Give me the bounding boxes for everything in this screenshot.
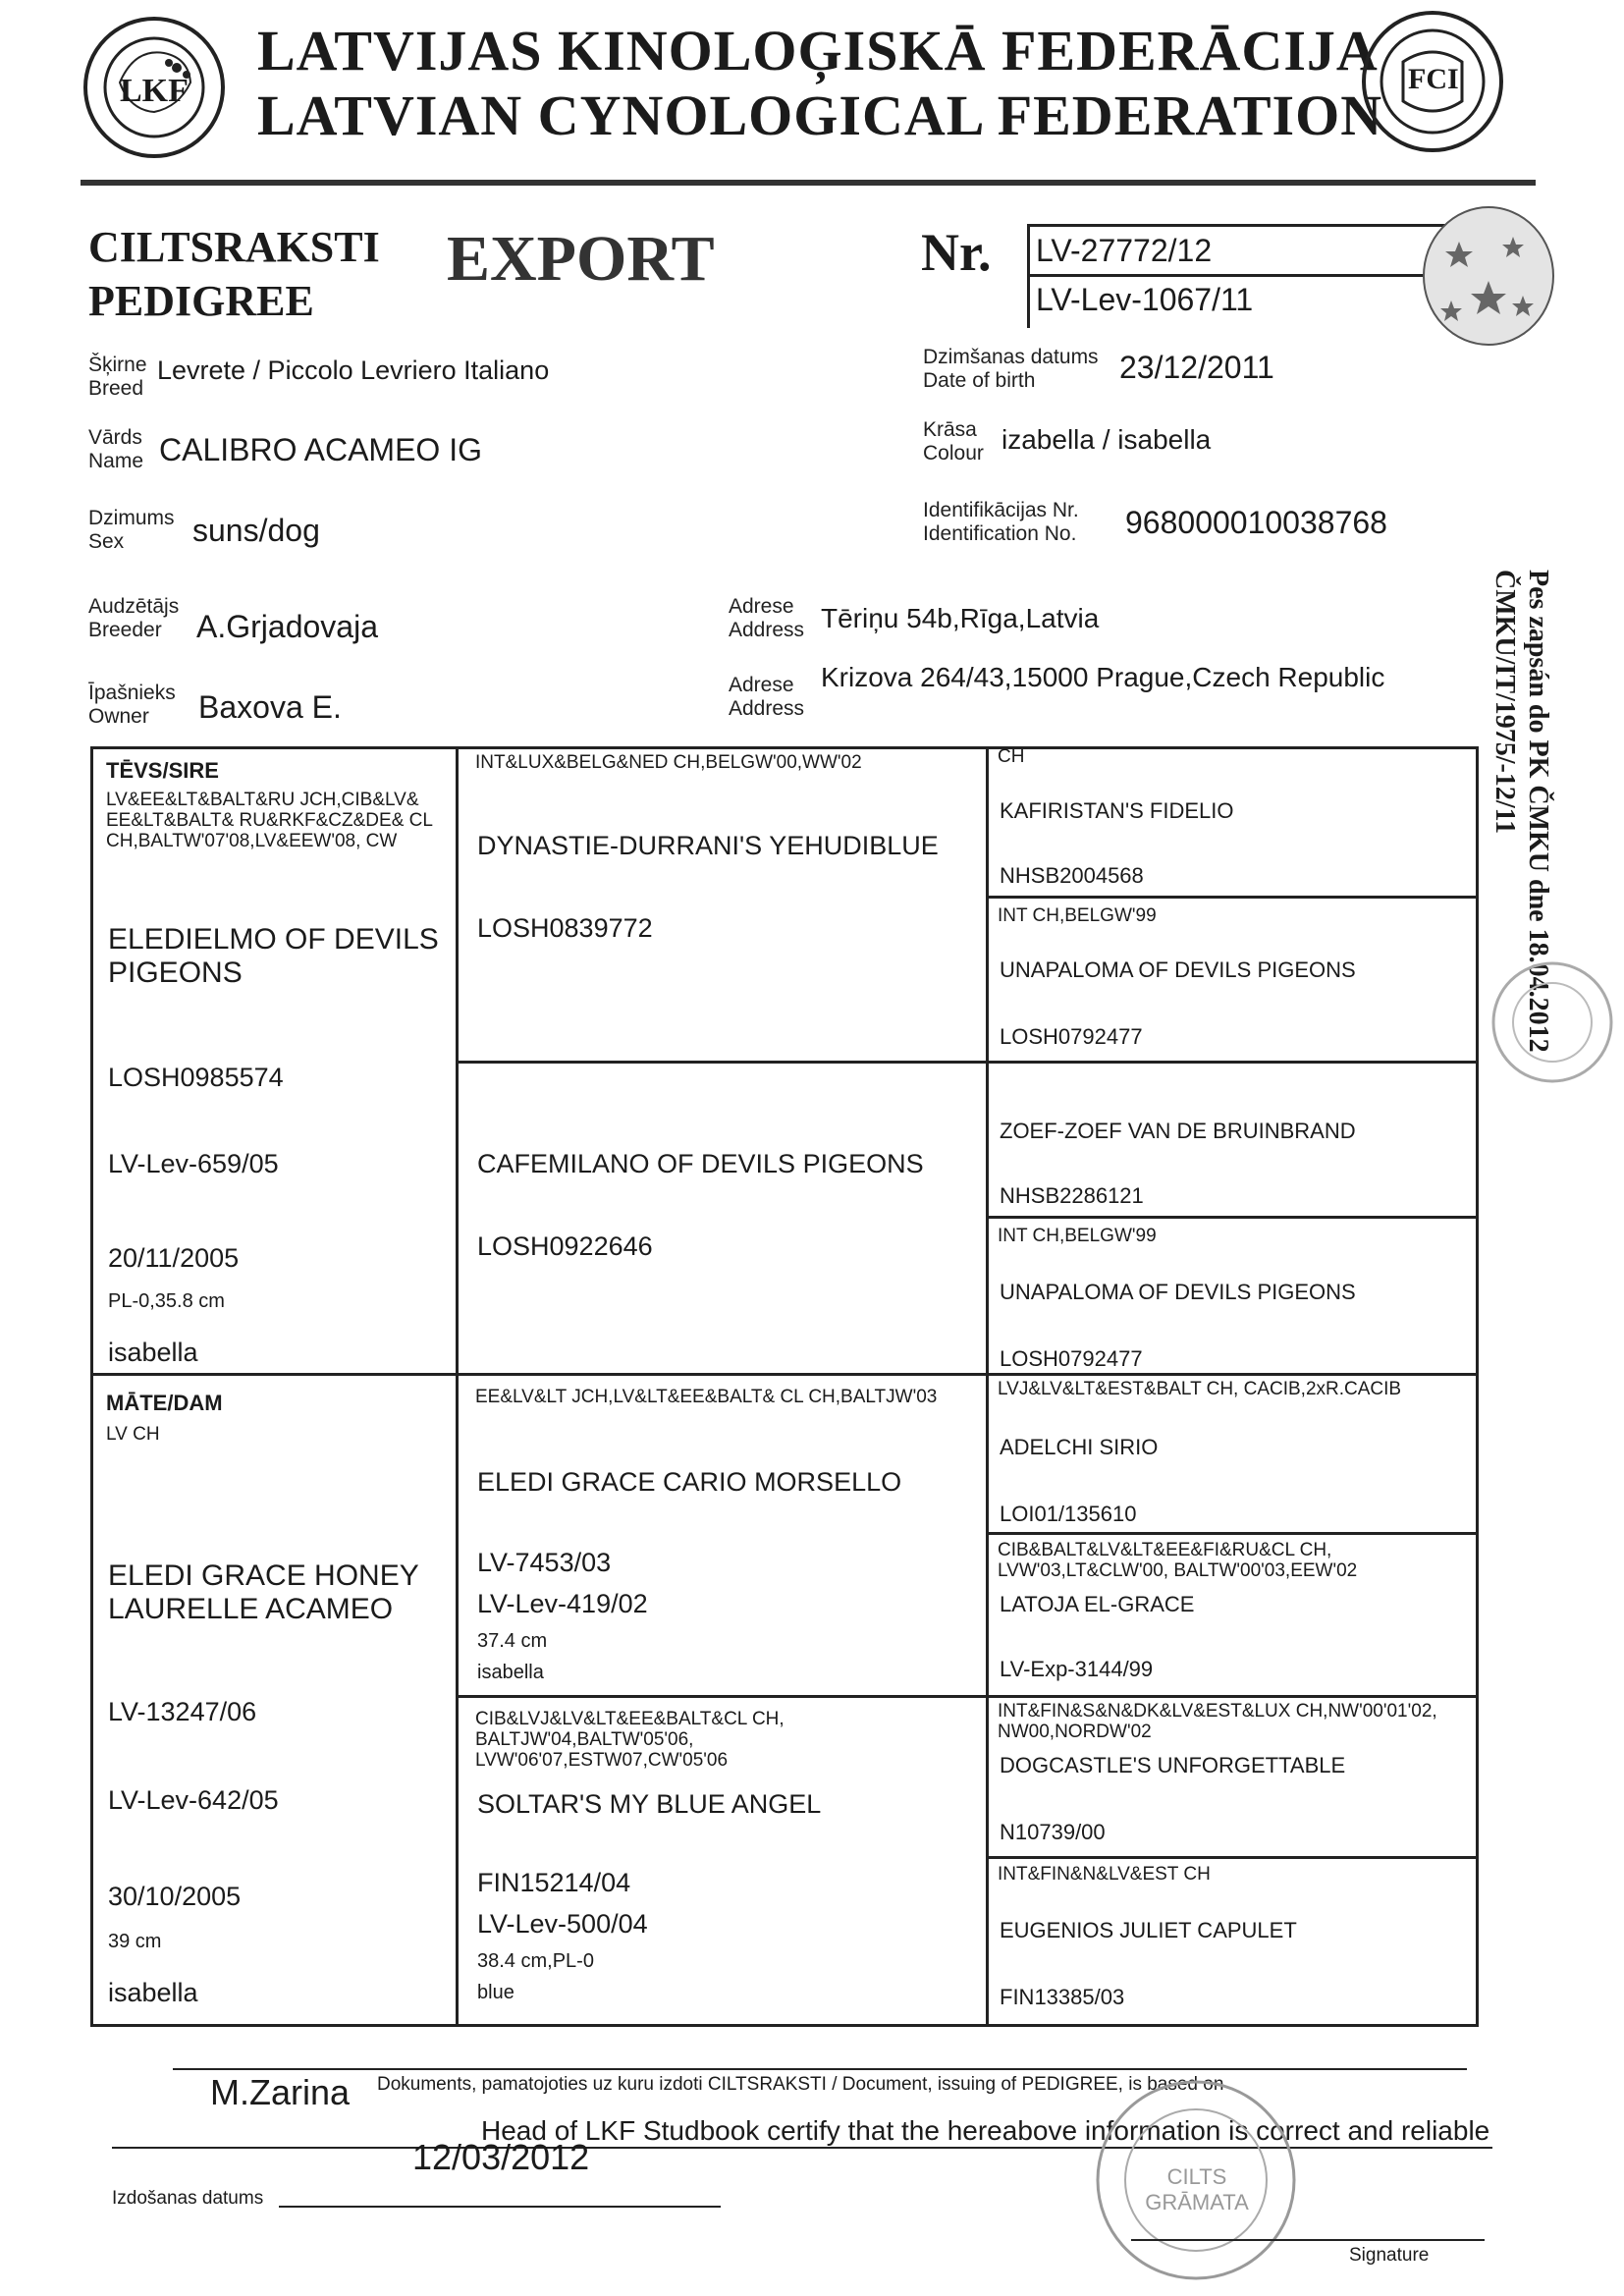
- sire-colour: isabella: [108, 1338, 198, 1367]
- owner-value: Baxova E.: [198, 689, 342, 725]
- gen2-3-notes: 37.4 cm: [477, 1630, 548, 1652]
- dam-title: MĀTE/DAM: [106, 1391, 223, 1415]
- gen2-sep-1: [456, 1061, 1479, 1064]
- studbook-stamp-text: CILTS GRĀMATA: [1145, 2164, 1249, 2214]
- owner-address-value: Krizova 264/43,15000 Prague,Czech Republic: [821, 662, 1385, 692]
- breeder-address-value: Tēriņu 54b,Rīga,Latvia: [821, 603, 1100, 633]
- hologram-sticker: [1420, 202, 1557, 350]
- dam-reg2: LV-Lev-642/05: [108, 1785, 279, 1815]
- fci-logo-text: FCI: [1408, 63, 1459, 95]
- gen2-1-name: DYNASTIE-DURRANI'S YEHUDIBLUE: [477, 831, 939, 860]
- gen3-2-name: UNAPALOMA OF DEVILS PIGEONS: [1000, 957, 1356, 982]
- lkf-logo-text: LKF: [120, 73, 189, 109]
- owner-address-label: Adrese Address: [729, 674, 805, 720]
- side-note-2: ČMKU/IT/1975/-12/11: [1489, 570, 1520, 835]
- sire-notes: PL-0,35.8 cm: [108, 1290, 225, 1312]
- export-stamp: EXPORT: [447, 223, 715, 295]
- dam-titles: LV CH: [106, 1424, 160, 1445]
- lkf-logo: [81, 14, 228, 161]
- gen3-4-titles: INT CH,BELGW'99: [998, 1226, 1157, 1246]
- gen3-2-titles: INT CH,BELGW'99: [998, 905, 1157, 926]
- cmku-stamp: [1489, 958, 1616, 1086]
- name-label: Vārds Name: [88, 426, 144, 472]
- gen2-4-reg1: FIN15214/04: [477, 1868, 631, 1897]
- gen3-sep-3: [986, 1216, 1479, 1219]
- dam-reg1: LV-13247/06: [108, 1697, 257, 1726]
- dam-name: ELEDI GRACE HONEY LAURELLE ACAMEO: [108, 1559, 419, 1625]
- breeder-address-label: Adrese Address: [729, 595, 805, 641]
- footer-rule-top: [173, 2068, 1467, 2070]
- colour-label: Krāsa Colour: [923, 418, 984, 465]
- gen3-5-reg: LOI01/135610: [1000, 1502, 1137, 1526]
- signature-label: Signature: [1349, 2245, 1430, 2266]
- col-sep-2: [986, 746, 989, 2027]
- gen3-sep-1: [986, 896, 1479, 899]
- name-value: CALIBRO ACAMEO IG: [159, 432, 482, 467]
- doc-title-en: PEDIGREE: [88, 277, 314, 325]
- breeder-label: Audzētājs Breeder: [88, 595, 180, 641]
- title-lv: LATVIJAS KINOLOĢISKĀ FEDERĀCIJA: [257, 19, 1379, 82]
- dob-value: 23/12/2011: [1119, 350, 1274, 385]
- signer-name: M.Zarina: [210, 2072, 351, 2112]
- gen3-sep-5: [986, 1532, 1479, 1535]
- gen2-1-titles: INT&LUX&BELG&NED CH,BELGW'00,WW'02: [475, 752, 862, 773]
- gen2-2-name: CAFEMILANO OF DEVILS PIGEONS: [477, 1149, 924, 1178]
- registration-nr-2: LV-Lev-1067/11: [1036, 282, 1254, 317]
- dam-notes: 39 cm: [108, 1931, 162, 1952]
- breed-label: Šķirne Breed: [88, 354, 147, 400]
- sire-titles: LV&EE&LT&BALT&RU JCH,CIB&LV& EE&LT&BALT& RU&RKF&CZ&DE& CL CH,BALTW'07'08,LV&EEW'08, CW: [106, 790, 433, 851]
- sire-dob: 20/11/2005: [108, 1243, 240, 1273]
- gen2-4-titles: CIB&LVJ&LV&LT&EE&BALT&CL CH, BALTJW'04,BALTW'05'06, LVW'06'07,ESTW07,CW'05'06: [475, 1709, 785, 1771]
- gen2-3-reg1: LV-7453/03: [477, 1548, 612, 1577]
- gen3-3-reg: NHSB2286121: [1000, 1183, 1144, 1208]
- parent-sep: [90, 1373, 1479, 1376]
- gen3-sep-7: [986, 1856, 1479, 1859]
- sex-label: Dzimums Sex: [88, 507, 175, 553]
- gen3-8-titles: INT&FIN&N&LV&EST CH: [998, 1864, 1211, 1885]
- gen3-4-reg: LOSH0792477: [1000, 1346, 1143, 1371]
- gen3-2-reg: LOSH0792477: [1000, 1024, 1143, 1049]
- gen2-4-notes: 38.4 cm,PL-0: [477, 1950, 594, 1972]
- gen2-2-reg1: LOSH0922646: [477, 1231, 653, 1261]
- gen3-8-name: EUGENIOS JULIET CAPULET: [1000, 1918, 1297, 1942]
- sire-name: ELEDIELMO OF DEVILS PIGEONS: [108, 923, 439, 989]
- sire-title: TĒVS/SIRE: [106, 758, 219, 783]
- issue-date-line: [279, 2206, 721, 2208]
- col-sep-1: [456, 746, 459, 2027]
- gen3-5-name: ADELCHI SIRIO: [1000, 1435, 1159, 1459]
- gen2-sep-3: [456, 1695, 1479, 1698]
- gen2-4-reg2: LV-Lev-500/04: [477, 1909, 648, 1939]
- gen2-3-reg2: LV-Lev-419/02: [477, 1589, 648, 1618]
- gen2-3-colour: isabella: [477, 1662, 544, 1683]
- header-rule: [81, 180, 1536, 186]
- gen3-7-name: DOGCASTLE'S UNFORGETTABLE: [1000, 1753, 1346, 1777]
- gen3-1-titles: CH: [998, 746, 1025, 767]
- gen3-6-name: LATOJA EL-GRACE: [1000, 1592, 1195, 1616]
- gen3-1-name: KAFIRISTAN'S FIDELIO: [1000, 798, 1234, 823]
- certify-text: Head of LKF Studbook certify that the hereabove information is correct and reliable: [481, 2115, 1490, 2146]
- gen3-3-name: ZOEF-ZOEF VAN DE BRUINBRAND: [1000, 1119, 1356, 1143]
- id-value: 968000010038768: [1125, 505, 1387, 540]
- dob-label: Dzimšanas datums Date of birth: [923, 346, 1099, 392]
- gen2-3-titles: EE&LV&LT JCH,LV&LT&EE&BALT& CL CH,BALTJW'03: [475, 1387, 938, 1407]
- sire-reg2: LV-Lev-659/05: [108, 1149, 279, 1178]
- title-en: LATVIAN CYNOLOGICAL FEDERATION: [257, 83, 1383, 147]
- sire-reg1: LOSH0985574: [108, 1063, 284, 1092]
- sex-value: suns/dog: [192, 513, 320, 548]
- breeder-value: A.Grjadovaja: [196, 609, 378, 644]
- dam-colour: isabella: [108, 1978, 198, 2007]
- gen2-1-reg1: LOSH0839772: [477, 913, 653, 943]
- breed-value: Levrete / Piccolo Levriero Italiano: [157, 355, 550, 385]
- gen2-3-name: ELEDI GRACE CARIO MORSELLO: [477, 1467, 902, 1497]
- gen3-5-titles: LVJ&LV&LT&EST&BALT CH, CACIB,2xR.CACIB: [998, 1379, 1402, 1399]
- issue-date: 12/03/2012: [412, 2137, 590, 2177]
- signature-line: [1131, 2239, 1485, 2241]
- gen3-1-reg: NHSB2004568: [1000, 863, 1144, 888]
- registration-nr-1: LV-27772/12: [1036, 233, 1213, 268]
- gen3-6-reg: LV-Exp-3144/99: [1000, 1657, 1154, 1681]
- gen2-4-name: SOLTAR'S MY BLUE ANGEL: [477, 1789, 822, 1819]
- nr-label: Nr.: [921, 223, 992, 282]
- doc-title-lv: CILTSRAKSTI: [88, 223, 380, 271]
- gen3-6-titles: CIB&BALT&LV&LT&EE&FI&RU&CL CH, LVW'03,LT&CLW'00, BALTW'00'03,EEW'02: [998, 1540, 1358, 1581]
- colour-value: izabella / isabella: [1001, 424, 1212, 455]
- side-note-1: Pes zapsán do PK ČMKU dne 18.04.2012: [1523, 570, 1553, 1053]
- fci-logo: [1359, 8, 1506, 155]
- gen3-8-reg: FIN13385/03: [1000, 1985, 1125, 2009]
- studbook-stamp: [1088, 2072, 1304, 2288]
- document-basis-note: Dokuments, pamatojoties uz kuru izdoti CILTSRAKSTI / Document, issuing of PEDIGREE, is based on: [377, 2074, 1224, 2095]
- dam-dob: 30/10/2005: [108, 1882, 242, 1911]
- gen2-4-colour: blue: [477, 1982, 514, 2003]
- id-label: Identifikācijas Nr. Identification No.: [923, 499, 1079, 545]
- gen3-7-titles: INT&FIN&S&N&DK&LV&EST&LUX CH,NW'00'01'02, NW00,NORDW'02: [998, 1701, 1437, 1742]
- gen3-4-name: UNAPALOMA OF DEVILS PIGEONS: [1000, 1280, 1356, 1304]
- owner-label: Īpašnieks Owner: [88, 682, 176, 728]
- gen3-7-reg: N10739/00: [1000, 1820, 1106, 1844]
- issue-date-label: Izdošanas datums: [112, 2188, 264, 2209]
